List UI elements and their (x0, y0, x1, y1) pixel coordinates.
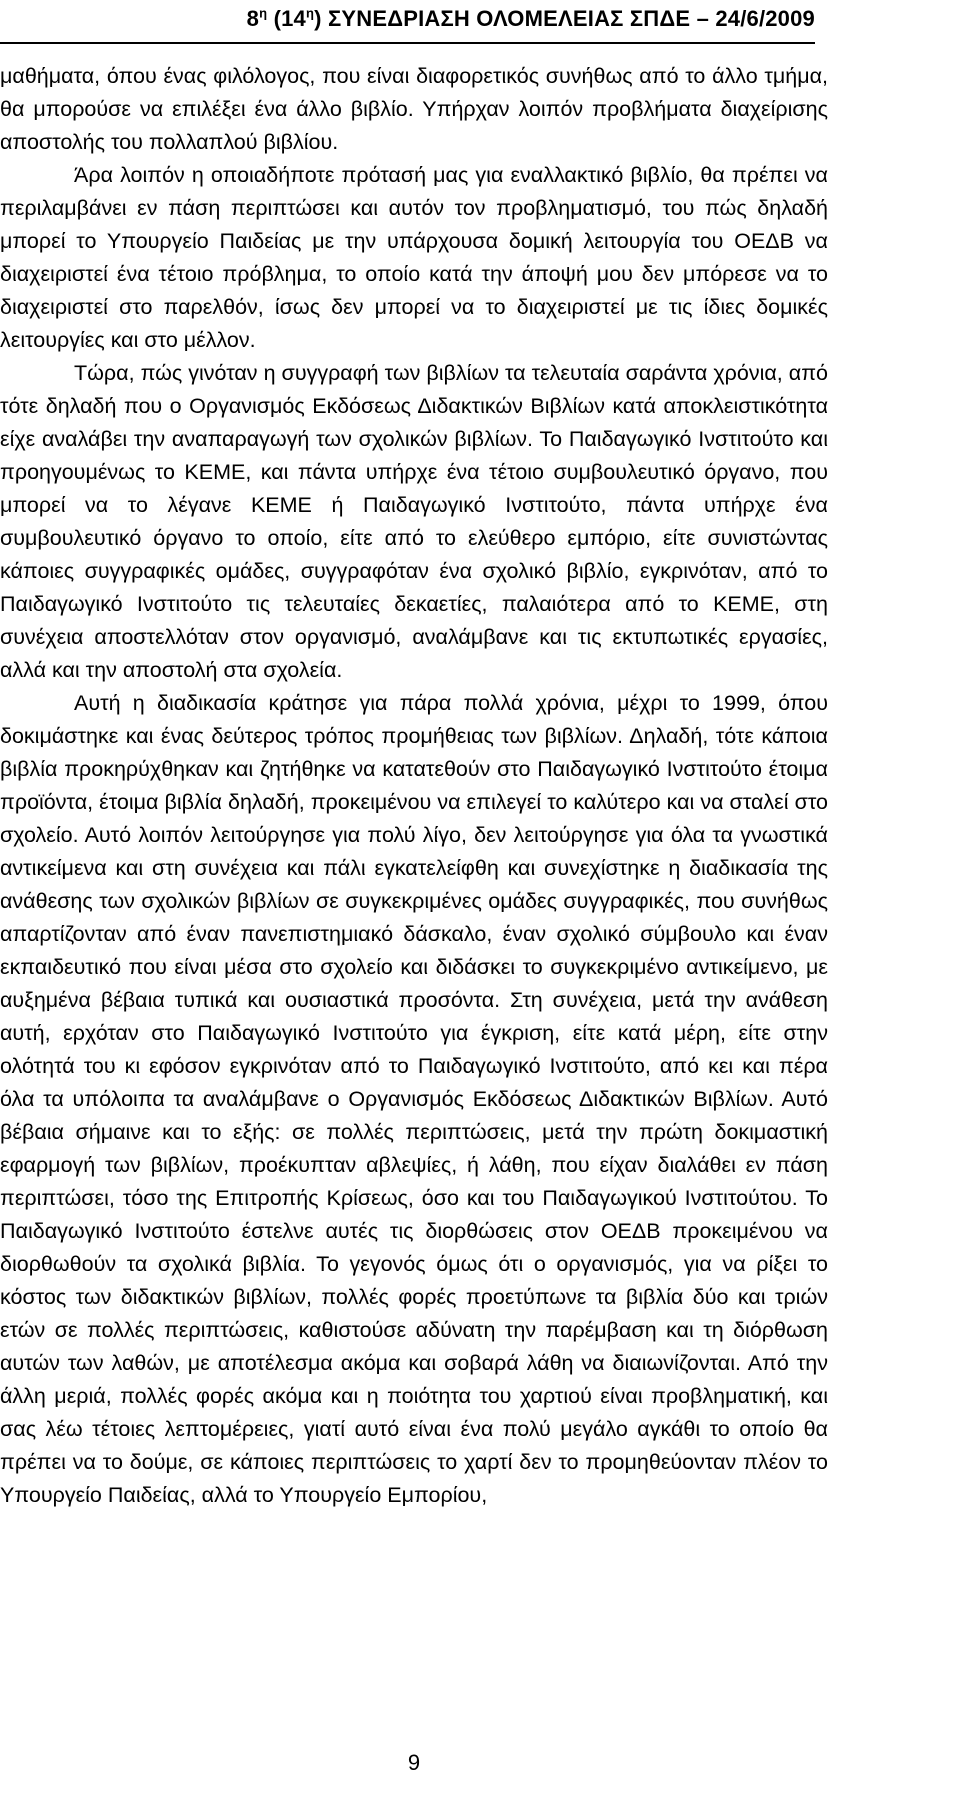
ordinal-superscript-2: η (305, 5, 315, 21)
paragraph-3: Τώρα, πώς γινόταν η συγγραφή των βιβλίων τα τελευταία σαράντα χρόνια, από τότε δηλαδή που ο Οργανισμός Εκδόσεως Διδακτικών Βιβλίων κατά αποκλειστικότητα είχε αναλάβει την αναπαραγωγή των σχολικών βιβλίων. Το Παιδαγωγικό Ινστιτούτο και προηγουμένως το ΚΕΜΕ, και πάντα υπήρχε ένα τέτοιο συμβουλευτικό όργανο, που μπορεί να το λέγανε ΚΕΜΕ ή Παιδαγωγικό Ινστιτούτο, πάντα υπήρχε ένα συμβουλευτικό όργανο το οποίο, είτε από το ελεύθερο εμπόριο, είτε συνιστώντας κάποιες συγγραφικές ομάδες, συγγραφόταν ένα σχολικό βιβλίο, εγκρινόταν, από το Παιδαγωγικό Ινστιτούτο τις τελευταίες δεκαετίες, παλαιότερα από το ΚΕΜΕ, στη συνέχεια αποστελλόταν στον οργανισμό, αναλάμβανε και τις εκτυπωτικές εργασίες, αλλά και την αποστολή στα σχολεία. (0, 361, 828, 682)
session-title (247, 6, 815, 32)
paragraph-4: Αυτή η διαδικασία κράτησε για πάρα πολλά χρόνια, μέχρι το 1999, όπου δοκιμάστηκε και ένας δεύτερος τρόπος προμήθειας των βιβλίων. Δηλαδή, τότε κάποια βιβλία προκηρύχθηκαν και ζητήθηκε να κατατεθούν στο Παιδαγωγικό Ινστιτούτο έτοιμα προϊόντα, έτοιμα βιβλία δηλαδή, προκειμένου να επιλεγεί το καλύτερο και να σταλεί στο σχολείο. Αυτό λοιπόν λειτούργησε για πολύ λίγο, δεν λειτούργησε για όλα τα γνωστικά αντικείμενα και στη συνέχεια και πάλι εγκατελείφθη και συνεχίστηκε η διαδικασία της ανάθεσης των σχολικών βιβλίων σε συγκεκριμένες ομάδες συγγραφικές, που συνήθως απαρτίζονταν από έναν πανεπιστημιακό δάσκαλο, έναν σχολικό σύμβουλο και έναν εκπαιδευτικό που είναι μέσα στο σχολείο και διδάσκει το συγκεκριμένο αντικείμενο, με αυξημένα βέβαια τυπικά και ουσιαστικά προσόντα. Στη συνέχεια, μετά την ανάθεση αυτή, ερχόταν στο Παιδαγωγικό Ινστιτούτο για έγκριση, είτε κατά μέρη, είτε στην ολότητά του κι εφόσον εγκρινόταν από το Παιδαγωγικό Ινστιτούτο, από κει και πέρα όλα τα υπόλοιπα τα αναλάμβανε ο Οργανισμός Εκδόσεως Διδακτικών Βιβλίων. Αυτό βέβαια σήμαινε και το εξής: σε πολλές περιπτώσεις, μετά την πρώτη δοκιμαστική εφαρμογή των βιβλίων, προέκυπταν αβλεψίες, ή λάθη, που είχαν διαλάθει εν πάση περιπτώσει, τόσο της Επιτροπής Κρίσεως, όσο και του Παιδαγωγικού Ινστιτούτου. Το Παιδαγωγικό Ινστιτούτο έστελνε αυτές τις διορθώσεις στον ΟΕΔΒ προκειμένου να διορθωθούν τα σχολικά βιβλία. Το γεγονός όμως ότι ο οργανισμός, για να ρίξει το κόστος των διδακτικών βιβλίων, πολλές φορές προετύπωνε τα βιβλία δύο και τριών ετών σε πολλές περιπτώσεις, καθιστούσε αδύνατη την παρέμβαση και τη διόρθωση αυτών των λαθών, με αποτέλεσμα ακόμα και σοβαρά λάθη να διαιωνίζονται. Από την άλλη μεριά, πολλές φορές ακόμα και η ποιότητα του χαρτιού είναι προβληματική, και σας λέω τέτοιες λεπτομέρειες, γιατί αυτό είναι ένα πολύ μεγάλο αγκάθι το οποίο θα πρέπει να το δούμε, σε κάποιες περιπτώσεις το χαρτί δεν το προμηθεύονταν πλέον το Υπουργείο Παιδείας, αλλά το Υπουργείο Εμπορίου, (0, 691, 828, 1507)
session-title-text: ) ΣΥΝΕΔΡΙΑΣΗ ΟΛΟΜΕΛΕΙΑΣ ΣΠΔΕ – 24/6/2009 (314, 6, 815, 31)
meeting-number-open: (14 (267, 6, 306, 31)
page-number: 9 (407, 1750, 421, 1775)
page-header (0, 6, 960, 46)
document-body (0, 60, 828, 1512)
session-number: 8 (246, 6, 260, 31)
header-divider (0, 42, 815, 44)
paragraph-1: μαθήματα, όπου ένας φιλόλογος, που είναι διαφορετικός συνήθως από το άλλο τμήμα, θα μπορούσε να επιλέξει ένα άλλο βιβλίο. Υπήρχαν λοιπόν προβλήματα διαχείρισης αποστολής του πολλαπλού βιβλίου. (0, 64, 828, 154)
ordinal-superscript: η (259, 5, 268, 21)
paragraph-2: Άρα λοιπόν η οποιαδήποτε πρότασή μας για εναλλακτικό βιβλίο, θα πρέπει να περιλαμβάνει εν πάση περιπτώσει και αυτόν τον προβληματισμό, του πώς δηλαδή μπορεί το Υπουργείο Παιδείας με την υπάρχουσα δομική λειτουργία του ΟΕΔΒ να διαχειριστεί ένα τέτοιο πρόβλημα, το οποίο κατά την άποψή μου δεν μπόρεσε να το διαχειριστεί στο παρελθόν, ίσως δεν μπορεί να το διαχειριστεί με τις ίδιες δομικές λειτουργίες και στο μέλλον. (0, 163, 828, 352)
